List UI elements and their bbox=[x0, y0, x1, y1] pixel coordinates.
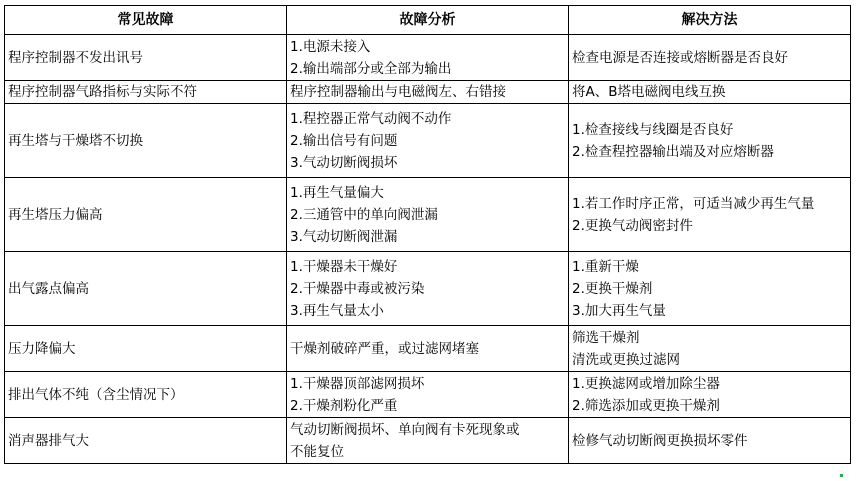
table-header-row bbox=[5, 6, 851, 35]
analysis-line: 2.三通管中的单向阀泄漏 bbox=[290, 206, 438, 223]
corner-mark bbox=[840, 474, 843, 477]
analysis-line: 1.电源未接入 bbox=[290, 38, 371, 55]
analysis-line: 气动切断阀损坏、单向阀有卡死现象或 bbox=[290, 421, 520, 438]
solution-line: 2.检查程控器输出端及对应熔断器 bbox=[572, 143, 774, 160]
solution-cell bbox=[569, 178, 851, 252]
solution-line: 1.重新干燥 bbox=[572, 258, 639, 275]
analysis-line: 1.干燥器未干燥好 bbox=[290, 258, 398, 275]
analysis-cell bbox=[287, 372, 569, 418]
solution-line: 筛选干燥剂 bbox=[572, 329, 640, 346]
table-row bbox=[5, 252, 851, 326]
solution-cell bbox=[569, 104, 851, 178]
solution-line: 3.加大再生气量 bbox=[572, 302, 666, 319]
table-row bbox=[5, 81, 851, 104]
solution-line: 2.筛选添加或更换干燥剂 bbox=[572, 397, 720, 414]
solution-cell bbox=[569, 326, 851, 372]
table-row bbox=[5, 35, 851, 81]
analysis-line: 3.气动切断阀损坏 bbox=[290, 154, 398, 171]
solution-line: 1.若工作时序正常，可适当减少再生气量 bbox=[572, 195, 815, 212]
table-body bbox=[5, 35, 851, 464]
analysis-cell bbox=[287, 178, 569, 252]
analysis-line: 3.气动切断阀泄漏 bbox=[290, 228, 398, 245]
fault-cell: 消声器排气大 bbox=[5, 418, 287, 464]
table-row bbox=[5, 326, 851, 372]
analysis-cell bbox=[287, 252, 569, 326]
analysis-cell bbox=[287, 326, 569, 372]
solution-line: 2.更换气动阀密封件 bbox=[572, 217, 693, 234]
solution-line: 清洗或更换过滤网 bbox=[572, 351, 680, 368]
analysis-line: 2.输出端部分或全部为输出 bbox=[290, 60, 452, 77]
header-common-fault: 常见故障 bbox=[5, 6, 287, 35]
solution-cell bbox=[569, 35, 851, 81]
solution-cell bbox=[569, 372, 851, 418]
solution-cell bbox=[569, 81, 851, 104]
analysis-line: 2.干燥器中毒或被污染 bbox=[290, 280, 425, 297]
fault-table bbox=[4, 5, 851, 464]
analysis-line: 2.输出信号有问题 bbox=[290, 132, 398, 149]
header-solution: 解决方法 bbox=[569, 6, 851, 35]
fault-cell: 压力降偏大 bbox=[5, 326, 287, 372]
fault-cell: 出气露点偏高 bbox=[5, 252, 287, 326]
solution-line: 将A、B塔电磁阀电线互换 bbox=[572, 84, 726, 100]
analysis-line: 3.再生气量太小 bbox=[290, 302, 384, 319]
table-row bbox=[5, 372, 851, 418]
analysis-line: 干燥剂破碎严重，或过滤网堵塞 bbox=[290, 340, 479, 357]
analysis-line: 2.干燥剂粉化严重 bbox=[290, 397, 398, 414]
analysis-cell bbox=[287, 418, 569, 464]
analysis-line: 1.再生气量偏大 bbox=[290, 184, 384, 201]
solution-line: 1.更换滤网或增加除尘器 bbox=[572, 375, 720, 392]
analysis-cell bbox=[287, 81, 569, 104]
solution-cell bbox=[569, 418, 851, 464]
solution-line: 检修气动切断阀更换损坏零件 bbox=[572, 432, 748, 449]
solution-line: 检查电源是否连接或熔断器是否良好 bbox=[572, 49, 788, 66]
analysis-line: 不能复位 bbox=[290, 443, 344, 460]
solution-line: 1.检查接线与线圈是否良好 bbox=[572, 121, 734, 138]
fault-cell: 再生塔与干燥塔不切换 bbox=[5, 104, 287, 178]
solution-cell bbox=[569, 252, 851, 326]
table-row bbox=[5, 178, 851, 252]
analysis-line: 1.干燥器顶部滤网损坏 bbox=[290, 375, 425, 392]
fault-cell: 程序控制器气路指标与实际不符 bbox=[5, 81, 287, 104]
table-row bbox=[5, 418, 851, 464]
fault-cell: 排出气体不纯（含尘情况下） bbox=[5, 372, 287, 418]
solution-line: 2.更换干燥剂 bbox=[572, 280, 653, 297]
analysis-line: 1.程控器正常气动阀不动作 bbox=[290, 110, 452, 127]
analysis-cell bbox=[287, 104, 569, 178]
analysis-line: 程序控制器输出与电磁阀左、右错接 bbox=[290, 84, 506, 100]
fault-cell: 程序控制器不发出讯号 bbox=[5, 35, 287, 81]
fault-cell: 再生塔压力偏高 bbox=[5, 178, 287, 252]
header-fault-analysis: 故障分析 bbox=[287, 6, 569, 35]
table-row bbox=[5, 104, 851, 178]
analysis-cell bbox=[287, 35, 569, 81]
